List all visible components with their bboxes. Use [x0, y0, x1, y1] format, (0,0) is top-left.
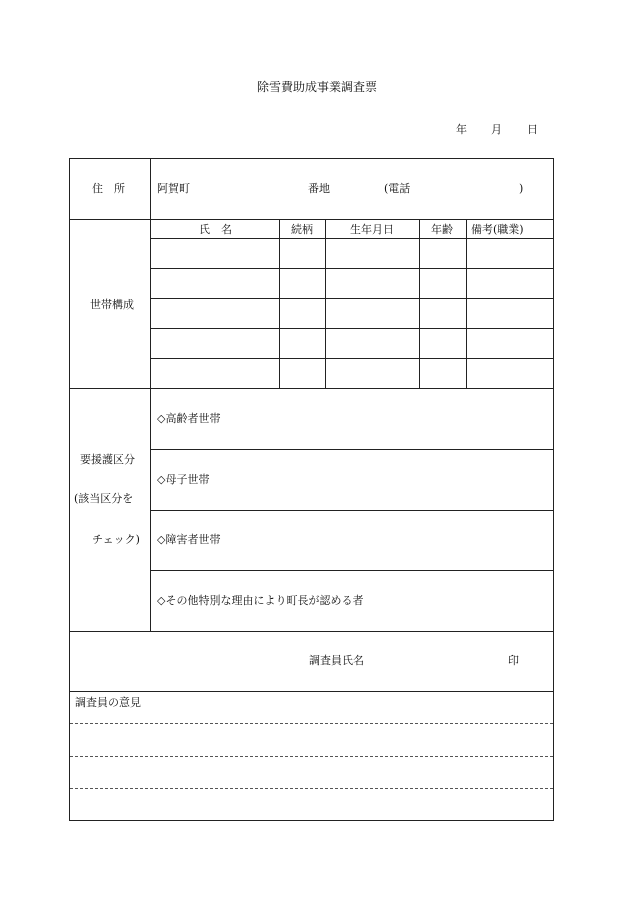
address-town: 阿賀町: [157, 182, 190, 195]
category-option-single-mother: ◇母子世帯: [157, 473, 210, 486]
address-phone-open: (電話: [384, 182, 411, 195]
table-right-border: [553, 158, 554, 821]
category-option-disability: ◇障害者世帯: [157, 533, 221, 546]
address-phone-close: ): [519, 182, 524, 195]
household-label: 世帯構成: [90, 298, 134, 311]
category-option-elderly: ◇高齢者世帯: [157, 412, 221, 425]
column-header-age: 年齢: [431, 223, 453, 236]
household-column-divider: [279, 219, 280, 388]
date-year-label: 年: [456, 123, 467, 136]
opinion-label: 調査員の意見: [75, 696, 141, 709]
row-divider-investigator: [69, 691, 553, 692]
category-row-divider: [150, 449, 553, 450]
household-column-divider: [466, 219, 467, 388]
date-month-label: 月: [491, 123, 502, 136]
column-header-remarks: 備考(職業): [471, 223, 524, 236]
category-label-line3: チェック): [92, 533, 140, 546]
household-column-divider: [419, 219, 420, 388]
date-day-label: 日: [527, 123, 538, 136]
household-header-divider: [150, 238, 553, 239]
form-title: 除雪費助成事業調査票: [257, 80, 378, 94]
household-row-divider: [150, 298, 553, 299]
household-row-divider: [150, 268, 553, 269]
opinion-dashed-line: [70, 723, 553, 724]
table-top-border: [69, 158, 553, 159]
label-column-divider: [150, 158, 151, 631]
seal-mark: 印: [508, 654, 519, 667]
household-row-divider: [150, 358, 553, 359]
row-divider-category: [69, 631, 553, 632]
address-banchi: 番地: [308, 182, 330, 195]
category-option-other: ◇その他特別な理由により町長が認める者: [157, 594, 364, 607]
household-row-divider: [150, 328, 553, 329]
opinion-dashed-line: [70, 756, 553, 757]
address-label: 住 所: [92, 182, 125, 195]
table-bottom-border: [69, 820, 553, 821]
row-divider-household: [69, 388, 553, 389]
table-left-border: [69, 158, 70, 821]
category-row-divider: [150, 570, 553, 571]
row-divider-address: [69, 219, 553, 220]
investigator-name-label: 調査員氏名: [309, 654, 364, 667]
household-column-divider: [325, 219, 326, 388]
column-header-relationship: 続柄: [291, 223, 313, 236]
column-header-name: 氏 名: [199, 223, 232, 236]
category-label-line2: (該当区分を: [74, 492, 134, 505]
opinion-dashed-line: [70, 788, 553, 789]
category-row-divider: [150, 510, 553, 511]
category-label-line1: 要援護区分: [80, 453, 135, 466]
column-header-birthdate: 生年月日: [350, 223, 394, 236]
